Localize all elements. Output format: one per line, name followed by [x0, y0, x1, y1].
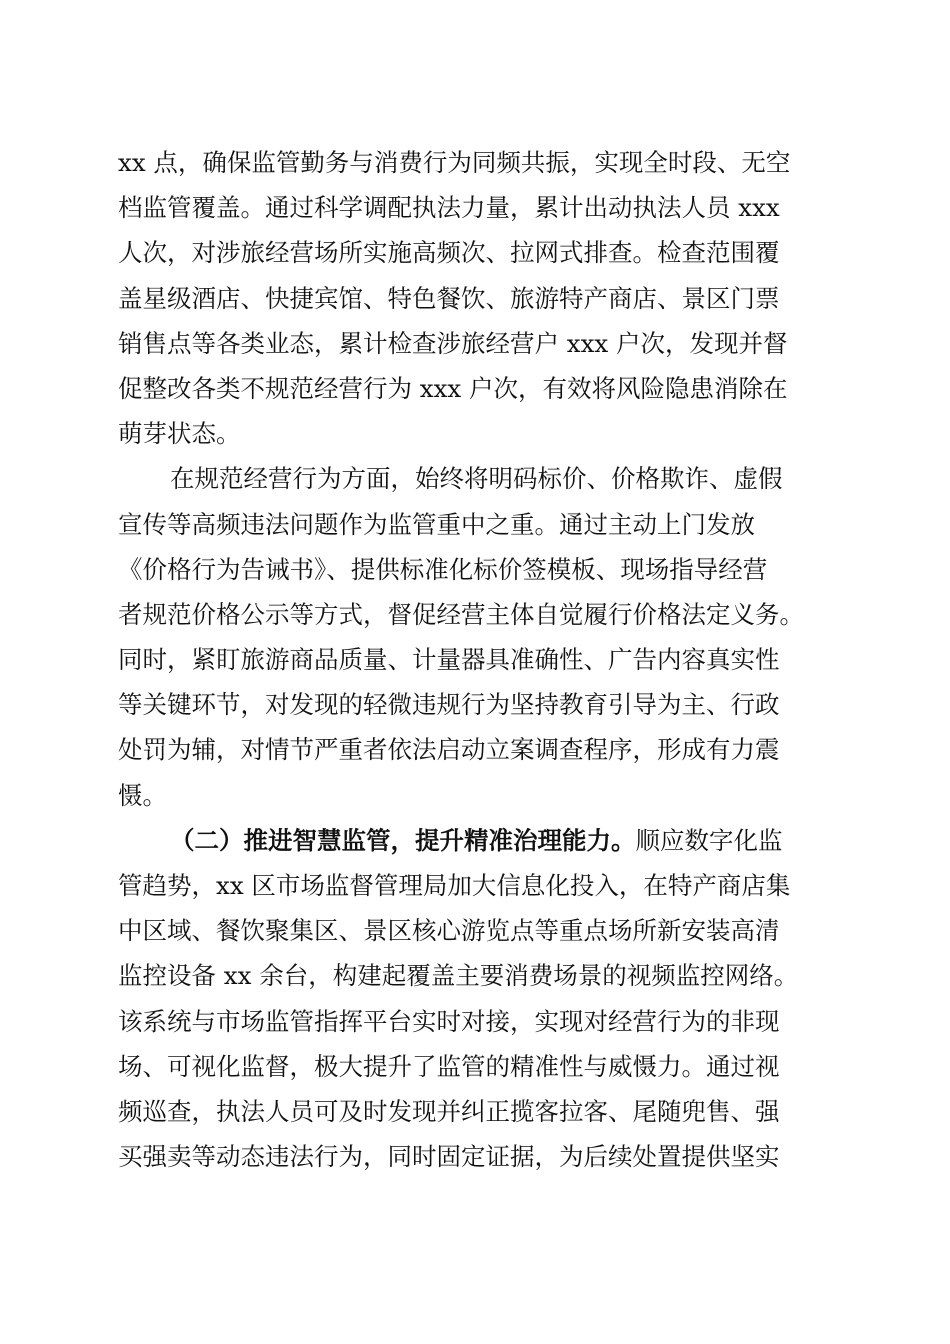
paragraph-smart-supervision [118, 818, 834, 1180]
paragraph-inspection-coverage [118, 140, 834, 456]
section-heading: （二）推进智慧监管，提升精准治理能力。 [170, 825, 636, 855]
text-line: 场、可视化监督，极大提升了监管的精准性与威慑力。通过视 [118, 1051, 780, 1081]
text-line: 该系统与市场监管指挥平台实时对接，实现对经营行为的非现 [118, 1006, 780, 1036]
text-line: 萌芽状态。 [118, 419, 241, 449]
text-line: 中区域、餐饮聚集区、景区核心游览点等重点场所新安装高清 [118, 916, 780, 946]
text-line: 档监管覆盖。通过科学调配执法力量，累计出动执法人员 xxx [118, 193, 780, 223]
text-line: 频巡查，执法人员可及时发现并纠正揽客拉客、尾随兜售、强 [118, 1096, 780, 1126]
text-line [118, 818, 834, 863]
text-line: 人次，对涉旅经营场所实施高频次、拉网式排查。检查范围覆 [118, 238, 780, 268]
text-line: 在规范经营行为方面，始终将明码标价、价格欺诈、虚假 [170, 464, 783, 494]
text-line: 盖星级酒店、快捷宾馆、特色餐饮、旅游特产商店、景区门票 [118, 283, 780, 313]
text-line: 宣传等高频违法问题作为监管重中之重。通过主动上门发放 [118, 509, 755, 539]
text-line: 促整改各类不规范经营行为 xxx 户次，有效将风险隐患消除在 [118, 373, 788, 403]
document-body [118, 140, 834, 1179]
text-line: 买强卖等动态违法行为，同时固定证据，为后续处置提供坚实 [118, 1142, 780, 1172]
text-line: 慑。 [118, 780, 167, 810]
text-line: 处罚为辅，对情节严重者依法启动立案调查程序，形成有力震 [118, 735, 780, 765]
text-line: 同时，紧盯旅游商品质量、计量器具准确性、广告内容真实性 [118, 645, 780, 675]
paragraph-business-conduct [118, 456, 834, 818]
heading-continuation: 顺应数字化监 [635, 825, 783, 855]
text-line: 管趋势，xx 区市场监督管理局加大信息化投入，在特产商店集 [118, 871, 791, 900]
text-line: 《价格行为告诫书》、提供标准化标价签模板、现场指导经营 [118, 554, 768, 584]
text-line: 监控设备 xx 余台，构建起覆盖主要消费场景的视频监控网络。 [118, 961, 799, 991]
text-line: xx 点，确保监管勤务与消费行为同频共振，实现全时段、无空 [118, 148, 791, 177]
text-line: 者规范价格公示等方式，督促经营主体自觉履行价格法定义务。 [118, 599, 804, 629]
text-line: 等关键环节，对发现的轻微违规行为坚持教育引导为主、行政 [118, 690, 780, 720]
text-line: 销售点等各类业态，累计检查涉旅经营户 xxx 户次，发现并督 [118, 328, 788, 358]
